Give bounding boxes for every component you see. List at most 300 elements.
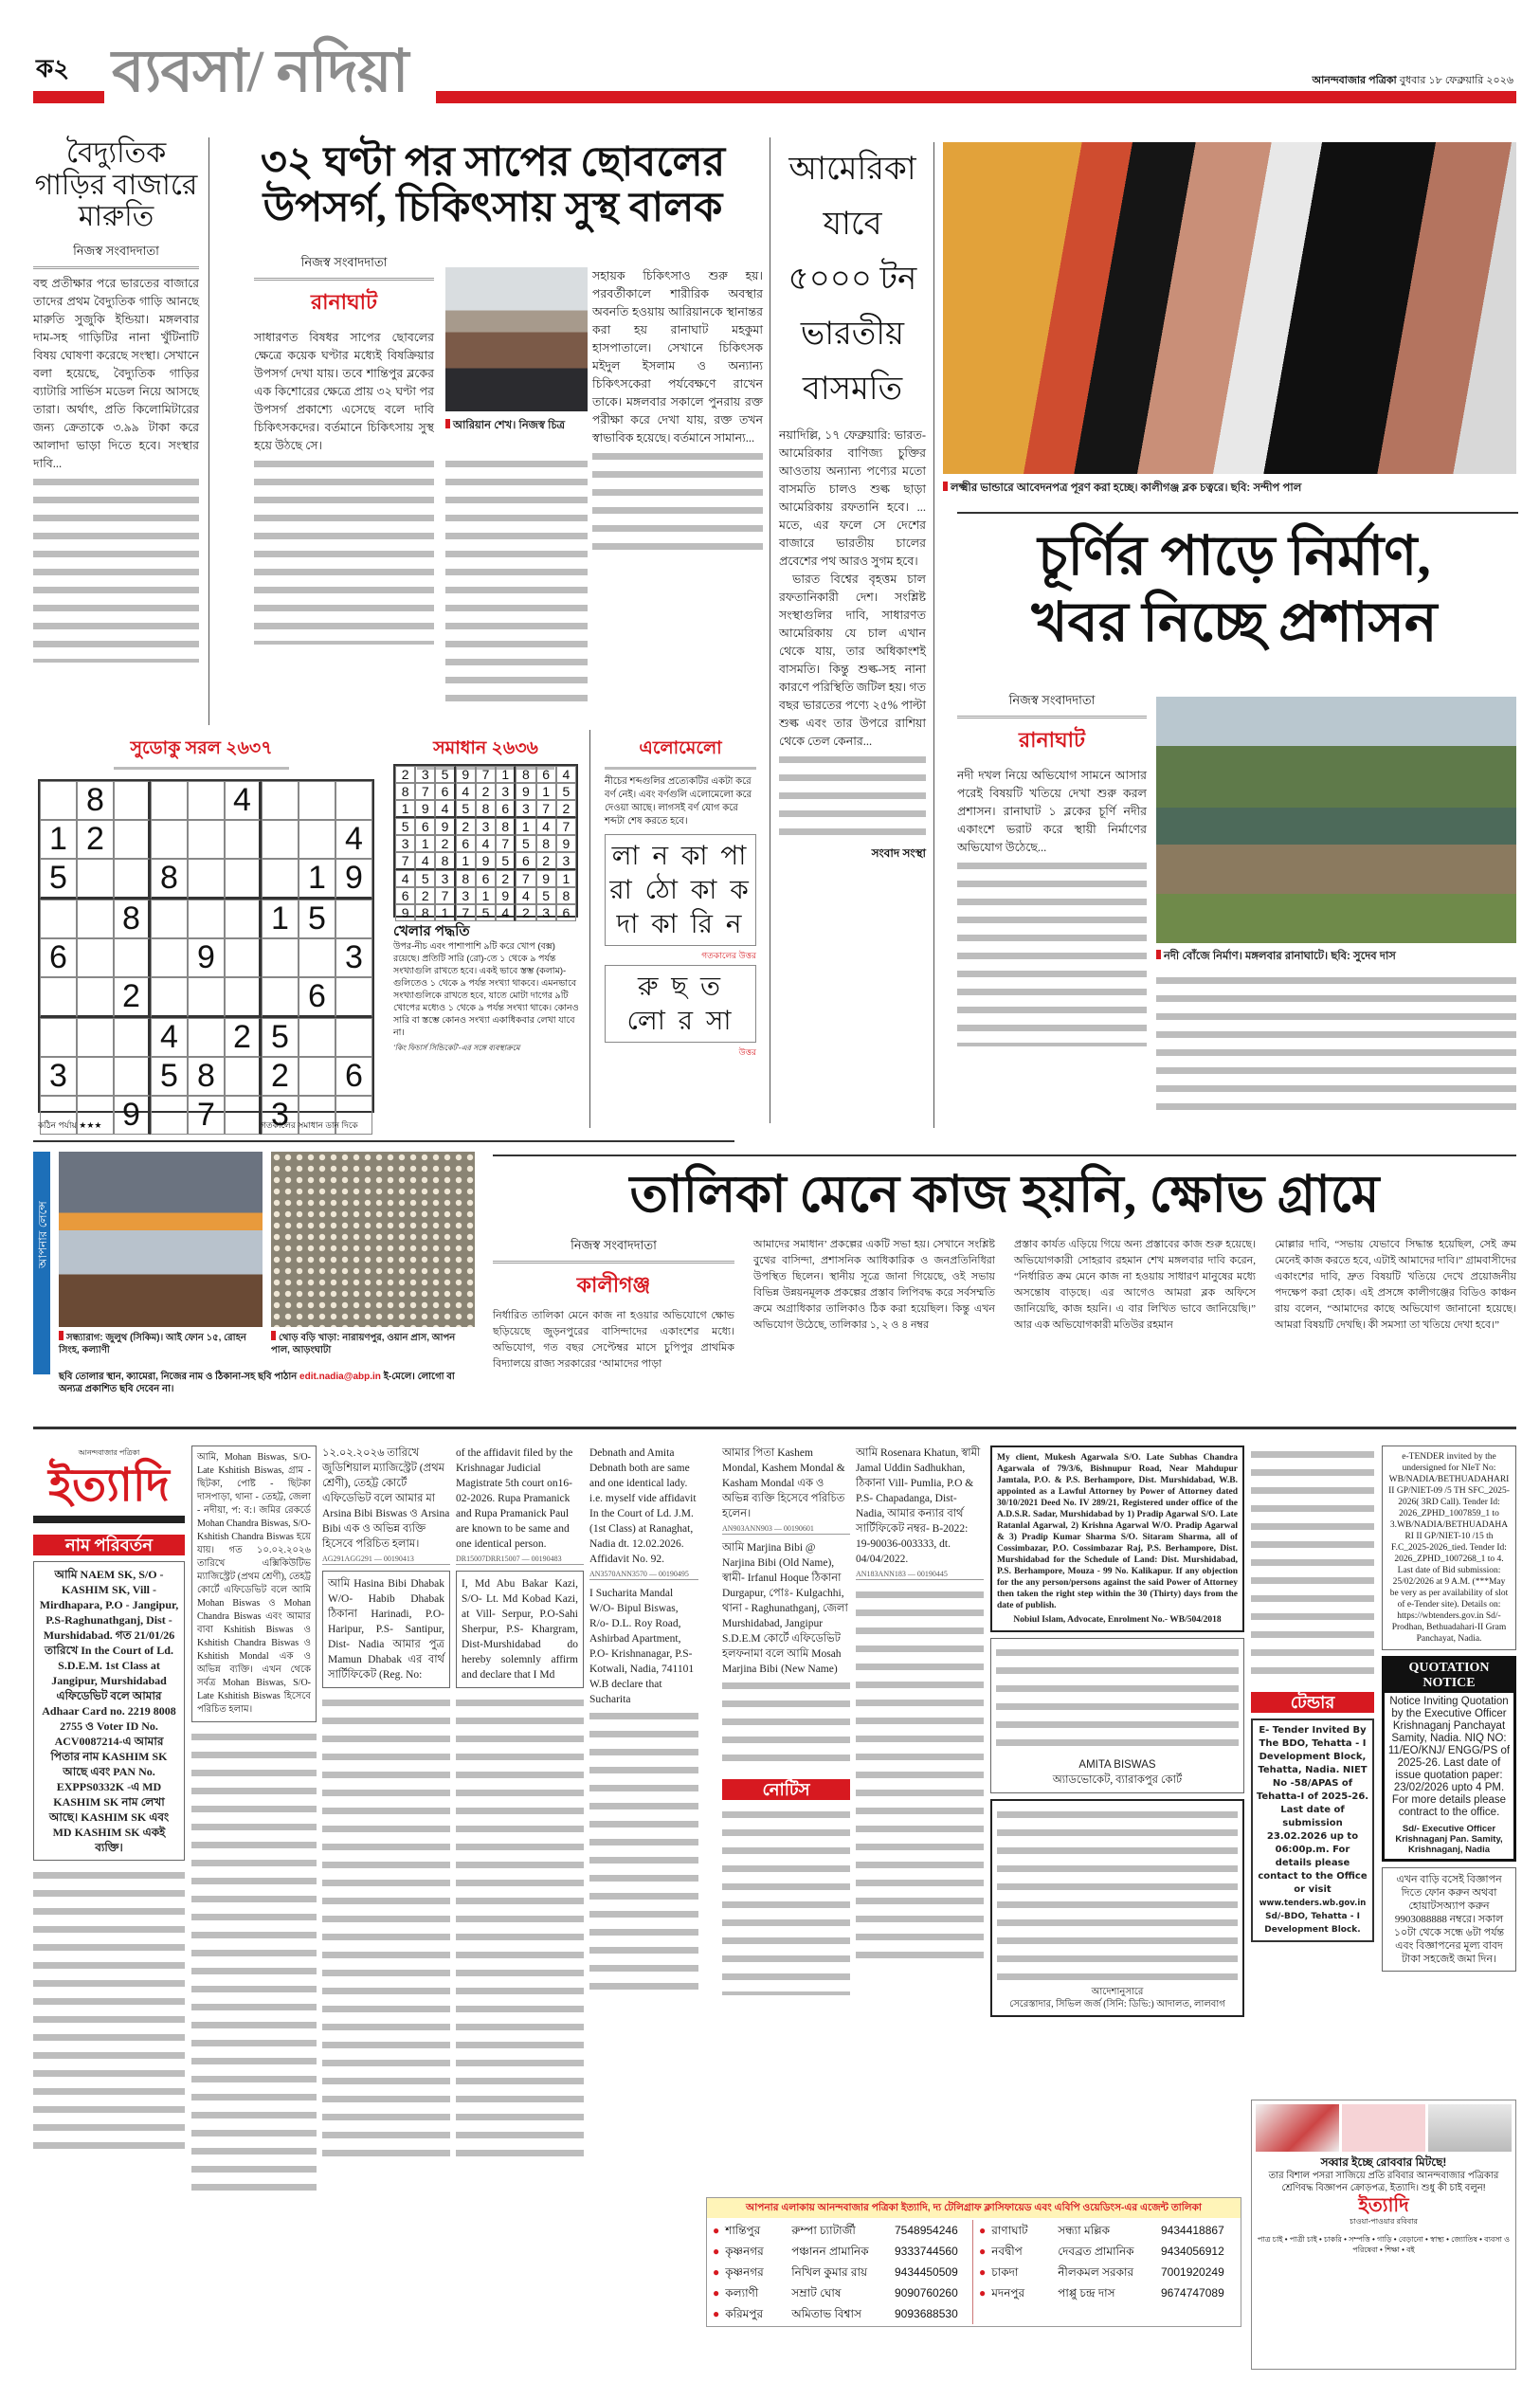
syndicate-credit: ‘কিং ফিচার্স সিন্ডিকেট’-এর সঙ্গে ব্যবস্থাক্রমে <box>393 1044 520 1052</box>
date: বুধবার ১৮ ফেব্রুয়ারি ২০২৬ <box>1399 75 1513 86</box>
sudoku-cell[interactable]: 2 <box>225 1018 262 1057</box>
tender-sign: Sd/-BDO, Tehatta - I Development Block. <box>1264 1912 1361 1935</box>
agent-place: নবদ্বীপ <box>991 2245 1023 2258</box>
notice-code: AN183ANN183 — 00190445 <box>856 1569 984 1580</box>
solution-cell: 9 <box>536 870 556 887</box>
sudoku-cell[interactable] <box>77 977 114 1018</box>
sudoku-cell[interactable]: 8 <box>114 900 151 938</box>
solution-cell: 2 <box>536 852 556 870</box>
agent-phone: 9674747089 <box>1161 2286 1224 2300</box>
sudoku-cell[interactable] <box>188 820 225 859</box>
sudoku-cell[interactable] <box>299 938 335 977</box>
solution-cell: 3 <box>556 852 576 870</box>
sudoku-cell[interactable] <box>335 781 372 820</box>
sudoku-cell[interactable] <box>77 1018 114 1057</box>
sudoku-cell[interactable] <box>40 781 77 820</box>
snake-place: রানাঘাট <box>311 290 377 314</box>
sudoku-cell[interactable] <box>299 820 335 859</box>
notice: of the affidavit filed by the Krishnagar Judicial Magistrate 5th court on16-02-2026. Rupa Pramanick and Rupa Pramanick Paul are known to be same and one identical person. <box>456 1447 573 1550</box>
notice: আমি Rosenara Khatun, স্বামী Jamal Uddin Sadhukhan, ঠিকানা Vill- Pumlia, P.O & P.S- Chapadanga, Dist- Nadia, আমার কন্যার বার্থ সার্টিফিকেট নম্বর- B-2022: 19-90036-003333, dt. 04/04/2022. <box>856 1447 981 1565</box>
talika-body-2: আমাদের সমাধান’ প্রকল্পের একটি সভা হয়। সেখানে সংশ্লিষ্ট বুথের বাসিন্দা, প্রশাসনিক আধিকারিক ও জনপ্রতিনিধিরা উপস্থিত ছিলেন। স্থানীয় সূত্রে জানা গিয়েছে, ওই সভায় বিভিন্ন উন্নয়নমূলক প্রকল্পের প্রস্তাব লিপিবদ্ধ করে সর্বসম্মতি ক্রমে অগ্রাধিকার তালিকাও ঠিক করা হয়েছিল। কিন্তু এখন অভিযোগ উঠেছে, তালিকার ১, ২ ও ৪ নম্বর <box>753 1239 995 1331</box>
sudoku-cell[interactable]: 5 <box>262 1018 299 1057</box>
solution-cell: 5 <box>415 870 435 887</box>
notice-more <box>1251 1446 1374 1682</box>
elomelo <box>605 735 756 1058</box>
sudoku-title: সুডোকু সরল ২৬৩৭ <box>114 735 289 770</box>
lens-instruction-end: ই-মেলে। লোগো বা অন্যত্র প্রকাশিত ছবি দেবেন না। <box>59 1372 455 1394</box>
ev-article <box>33 137 199 663</box>
solution-cell: 6 <box>516 852 535 870</box>
sudoku-cell[interactable] <box>188 781 225 820</box>
sudoku-cell[interactable] <box>114 1018 151 1057</box>
sudoku-cell[interactable]: 2 <box>262 1057 299 1096</box>
header-bar-left <box>33 91 104 103</box>
sudoku-cell[interactable] <box>225 1057 262 1096</box>
sudoku-cell[interactable]: 2 <box>77 820 114 859</box>
sudoku-cell[interactable]: 9 <box>335 859 372 900</box>
churni-cols-below <box>1156 972 1516 1114</box>
sudoku-cell[interactable]: 5 <box>299 900 335 938</box>
snake-headline-line2: উপসর্গ, চিকিৎসায় সুস্থ বালক <box>263 186 723 231</box>
notice: Debnath and Amita Debnath both are same and one identical lady. i.e. myself vide affidavit In the Court of Ld. J.M. (1st Class) at Ranaghat, Nadia dt. 12.02.2026. Affidavit No. 92. <box>589 1447 697 1565</box>
etender-text: e-TENDER invited by the undersigned for NIeT No: WB/NADIA/BETHUADAHARI II GP/NIET-09 /5 TH SFC_2025-2026( 3RD Call). Tender Id: 2026_ZPHD_1007859_1 to 3.WB/NADIA/BETHUADAHARI II GP/NIET-10 /15 th F.C_2025-2026_tied. Tender Id: 2026_ZPHD_1007268_1 to 4. Last date of Bid submission: 25/02/2026 at 9 A.M. (***May be very as per availability of slot of e-Tender site). Details on: https://wbtenders.gov.in Sd/- Prodhan, Bethuadahari-II Gram Panchayat, Nadia. <box>1388 1452 1510 1644</box>
talika-col1 <box>493 1237 734 1373</box>
sudoku-cell[interactable] <box>188 977 225 1018</box>
ityadi-tag: আনন্দবাজার পত্রিকা <box>78 1448 140 1457</box>
agent-name: সম্রাট ঘোষ <box>791 2286 842 2300</box>
elomelo-row: দা কা রি ন <box>616 909 745 938</box>
solution-cell: 7 <box>496 835 516 852</box>
sudoku-cell[interactable]: 7 <box>188 1096 225 1135</box>
sudoku-cell[interactable] <box>188 859 225 900</box>
tender-url[interactable]: www.tenders.wb.gov.in <box>1259 1899 1367 1908</box>
solution-cell: 7 <box>435 887 455 904</box>
sudoku-cell[interactable] <box>262 938 299 977</box>
notice: আমার পিতা Kashem Mondal, Kashem Mondal & Kasham Mondal এক ও অভিন্ন ব্যক্তি হিসেবে পরিচিত হলেন। <box>722 1447 845 1519</box>
sudoku-cell[interactable] <box>262 977 299 1018</box>
sudoku-cell[interactable] <box>299 1057 335 1096</box>
boy-photo-caption: আরিয়ান শেখ। নিজস্ব চিত্র <box>445 417 588 435</box>
classified-col-8 <box>990 1446 1244 2023</box>
snake-col2 <box>445 455 588 711</box>
classified-col-3 <box>322 1446 450 2168</box>
notice-code: AN903ANN903 — 00190601 <box>722 1523 850 1535</box>
agent-phone: 9434450509 <box>895 2265 958 2279</box>
sudoku-cell[interactable] <box>225 938 262 977</box>
sudoku-cell[interactable] <box>77 938 114 977</box>
promo-ad <box>1251 2100 1516 2370</box>
paper-name: আনন্দবাজার পত্রিকা <box>1312 75 1397 86</box>
sudoku-cell[interactable] <box>114 820 151 859</box>
sudoku-cell[interactable]: 4 <box>151 1018 188 1057</box>
sudoku-cell[interactable] <box>225 859 262 900</box>
solution-cell: 6 <box>456 835 476 852</box>
agent-name: পাপ্পু চন্দ্র দাস <box>1058 2286 1115 2300</box>
solution-cell: 9 <box>516 783 535 800</box>
solution-cell: 6 <box>476 870 496 887</box>
lens-email-link[interactable]: edit.nadia@abp.in <box>299 1372 381 1382</box>
elomelo-answer-label-2: উত্তর <box>738 1047 756 1057</box>
sudoku-cell[interactable]: 5 <box>40 859 77 900</box>
promo-image <box>1342 2104 1425 2152</box>
sudoku-cell[interactable] <box>299 781 335 820</box>
agent-table <box>706 2197 1241 2327</box>
etender-notice <box>1382 1446 1516 1650</box>
notice: আমি Marjina Bibi @ Narjina Bibi (Old Name), স্বামী- Irfanul Hoque ঠিকানা Durgapur, পোঃ- Kulgachhi, থানা - Raghunathganj, জেলা Murshidabad, Jangipur S.D.E.M কোর্টে এফিডেভিট হলফনামা বলে আমি Mosah Marjina Bibi (New Name) <box>722 1542 848 1675</box>
ev-body: বহু প্রতীক্ষার পরে ভারতের বাজারে তাদের প্রথম বৈদ্যুতিক গাড়ি আনছে মারুতি সুজুকি ইন্ডিয়া। মঙ্গলবার দাম-সহ গাড়িটির নানা খুঁটিনাটি বিষয় ঘোষণা করেছে সংস্থা। সেখানে বলা হয়েছে, বৈদ্যুতিক গাড়ির ব্যাটারি সার্ভিস মডেল নিয়ে আসছে তারা। অর্থাৎ, প্রতি কিলোমিটারের জন্য ক্রেতাকে ৩.৯৯ টাকা করে আলাদা ভাড়া দিতে হবে। সংস্থার দাবি... <box>33 276 199 470</box>
rice-body-2: ভারত বিশ্বের বৃহত্তম চাল রফতানিকারী দেশ। সংশ্লিষ্ট সংস্থাগুলির দাবি, সাধারণত আমেরিকায় যে চাল এখান থেকে যায়, তার অধিকাংশই বাসমতি। কিন্তু শুল্ক-সহ নানা কারণে পরিস্থিতি জটিল হয়। গত বছর ভারতের পণ্যে ২৫% পাল্টা শুল্ক এবং তার উপরে রাশিয়া থেকে তেল কেনার... <box>779 573 926 748</box>
notice-more <box>722 1806 850 1995</box>
lens-caption-1: সন্ধ্যারাগ: জুলুথ (সিকিম)। আই ফোন ১৫, রোহন সিংহ, কল্যাণী <box>59 1331 263 1356</box>
solution-cell: 6 <box>415 818 435 835</box>
churni-body: নদী দখল নিয়ে অভিযোগ সামনে আসার পরেই বিষয়টি খতিয়ে দেখা শুরু করল প্রশাসন। রানাঘাট ১ ব্লকের চূর্ণি নদীর একাংশে ভরাট করে স্থায়ী নির্মাণের অভিযোগ উঠেছে... <box>957 769 1147 854</box>
rice-body: নয়াদিল্লি, ১৭ ফেব্রুয়ারি: ভারত-আমেরিকার বাণিজ্য চুক্তির আওতায় অন্যান্য পণ্যের মতো বাসমতি চালও শুল্ক ছাড়া আমেরিকায় রফতানি হবে। ... মতে, এর ফলে সে দেশের বাজারে ভারতীয় চালের প্রবেশের পথ আরও সুগম হবে। <box>779 428 926 568</box>
sudoku-cell[interactable] <box>77 900 114 938</box>
solution-cell: 1 <box>476 887 496 904</box>
solution-cell: 8 <box>476 800 496 818</box>
agent-place: কৃষ্ণনগর <box>725 2245 764 2258</box>
solution-cell: 4 <box>435 800 455 818</box>
talika-headline: তালিকা মেনে কাজ হয়নি, ক্ষোভ গ্রামে <box>629 1166 1380 1223</box>
sudoku-cell[interactable]: 1 <box>262 900 299 938</box>
agent-name: দেবব্রত প্রামানিক <box>1058 2245 1134 2258</box>
lens-label: আপনার লেন্সে <box>36 1201 49 1268</box>
quotation-notice <box>1382 1656 1516 1862</box>
churni-photo <box>1156 697 1516 943</box>
notice-more <box>856 1586 984 1965</box>
churni-place: রানাঘাট <box>1019 728 1085 752</box>
top-photo-caption: লক্ষ্মীর ভান্ডারে আবেদনপত্র পূরণ করা হচ্ছে। কালীগঞ্জ ব্লক চত্বরে। ছবি: সন্দীপ পাল <box>943 480 1516 498</box>
classified-col-7 <box>856 1446 984 1965</box>
solution-cell: 9 <box>415 800 435 818</box>
ev-byline: নিজস্ব সংবাদদাতা <box>33 243 199 269</box>
sudoku-cell[interactable] <box>114 1057 151 1096</box>
elomelo-box-2 <box>605 965 756 1043</box>
solution-cell: 2 <box>496 870 516 887</box>
agent-phone: 7001920249 <box>1161 2265 1224 2279</box>
sudoku-cell[interactable] <box>335 900 372 938</box>
sudoku-cell[interactable] <box>40 900 77 938</box>
agent-phone: 9093688530 <box>895 2307 958 2320</box>
agent-name: নীলকমল সরকার <box>1058 2265 1134 2279</box>
churni-headline-line2: খবর নিচ্ছে প্রশাসন <box>1031 591 1438 653</box>
sudoku-cell[interactable]: 1 <box>299 859 335 900</box>
solution-cell: 3 <box>516 800 535 818</box>
snake-body-2 <box>445 455 588 711</box>
solution-cell: 8 <box>395 783 415 800</box>
agent-row <box>713 2262 969 2282</box>
classified-col-10 <box>1382 1446 1516 1977</box>
solution-cell: 7 <box>536 800 556 818</box>
solution-grid <box>393 764 578 918</box>
sudoku-cell[interactable] <box>151 820 188 859</box>
tender-text: E- Tender Invited By The BDO, Tehatta - I Development Block, Tehatta, Nadia. NIET No -58/APAS of Tehatta-I of 2025-26. Last date of submission 23.02.2026 up to 06:00p.m. For details please contact to the Office or visit <box>1256 1725 1369 1895</box>
solution-cell: 5 <box>435 766 455 783</box>
sudoku-cell[interactable]: 8 <box>188 1057 225 1096</box>
solution-cell: 3 <box>456 887 476 904</box>
quotation-text: Notice Inviting Quotation by the Executive Officer Krishnaganj Panchayat Samity, Nadia. NIQ NO: 11/EO/KNJ/ ENGG/PS of 2025-26. Last date of issue quotation paper: 23/02/2026 upto 4 PM. For more details please contract to the office. <box>1387 1696 1511 1818</box>
promo-tag: চাওয়া-পাওয়ার রবিবার <box>1350 2217 1418 2226</box>
solution-cell: 1 <box>556 870 576 887</box>
sudoku-cell[interactable] <box>225 977 262 1018</box>
agent-row <box>979 2241 1235 2262</box>
sudoku-cell[interactable] <box>151 977 188 1018</box>
solution-cell: 7 <box>456 904 476 921</box>
court-notice <box>990 1799 1244 2017</box>
solution-cell: 2 <box>415 887 435 904</box>
classified-col-5 <box>589 1446 698 1991</box>
notice-more <box>322 1694 450 2168</box>
ev-headline: বৈদ্যুতিক গাড়ির বাজারে মারুতি <box>34 137 198 233</box>
lens-caption-2: থোড় বড়ি খাড়া: নারায়ণপুর, ওয়ান প্রাস, আপন পাল, আড়ংঘাটা <box>271 1331 475 1356</box>
solution-cell: 4 <box>536 818 556 835</box>
solution-cell: 1 <box>415 835 435 852</box>
solution-cell: 4 <box>516 887 535 904</box>
solution-cell: 3 <box>496 783 516 800</box>
ev-body-cont <box>33 473 199 663</box>
sudoku-cell[interactable] <box>151 1096 188 1135</box>
sudoku-cell[interactable] <box>262 820 299 859</box>
sudoku-cell[interactable] <box>114 781 151 820</box>
sudoku-cell[interactable]: 3 <box>40 1057 77 1096</box>
snake-body-1: সাধারণত বিষধর সাপের ছোবলের ক্ষেত্রে কয়েক ঘণ্টার মধ্যেই বিষক্রিয়ার উপসর্গ দেখা যায়। তবে শান্তিপুর ব্লকের এক কিশোরের ক্ষেত্রে প্রায় ৩২ ঘণ্টা পর উপসর্গ প্রকাশ্যে এসেছে বলে দাবি চিকিৎসকদের। বর্তমানে চিকিৎসায় সুস্থ হয়ে উঠছে সে। <box>254 331 434 452</box>
solution-cell: 2 <box>476 783 496 800</box>
notice-code: AG291AGG291 — 00190413 <box>322 1554 450 1565</box>
snake-body-3: সহায়ক চিকিৎসাও শুরু হয়। পরবর্তীকালে শারীরিক অবস্থার অবনতি হওয়ায় আরিয়ানকে স্থানান্তর করা হয় রানাঘাট মহকুমা হাসপাতালে। সেখানে চিকিৎসক মইদুল ইসলাম ও অন্যান্য চিকিৎসকেরা পর্যবেক্ষণে রাখেন তাকে। মঙ্গলবার সকালে পুনরায় রক্ত পরীক্ষা করে দেখা যায়, রক্ত তখন স্বাভাবিক হয়েছে। বর্তমানে সামান্য... <box>592 269 763 445</box>
elomelo-answer-label: গতকালের উত্তর <box>701 951 756 960</box>
sudoku-cell[interactable]: 9 <box>188 938 225 977</box>
rules-title: খেলার পদ্ধতি <box>393 923 470 939</box>
solution-cell: 2 <box>516 904 535 921</box>
bullet-icon: ● <box>979 2286 987 2300</box>
solution-cell: 7 <box>516 870 535 887</box>
classified-col-9 <box>1251 1446 1374 1948</box>
solution-cell: 8 <box>415 904 435 921</box>
promo-text: তার বিশাল পসরা সাজিয়ে প্রতি রবিবার আনন্দবাজার পত্রিকার শ্রেণিবদ্ধ বিজ্ঞাপন ক্রোড়পত্র, ইত্যাদি। শুধু কী চাই বলুন! <box>1268 2171 1499 2193</box>
agent-place: চাকদা <box>991 2265 1019 2279</box>
solution-cell: 2 <box>456 818 476 835</box>
solution-cell: 1 <box>435 904 455 921</box>
notice-more <box>33 1866 185 2151</box>
solution-cell: 8 <box>435 852 455 870</box>
notice: ১২.০২.২০২৬ তারিখে জুডিশিয়াল ম্যাজিস্ট্রেট (প্রথম শ্রেণী), তেহট্ট কোর্টে এফিডেভিট বলে আমার মা Arsina Bibi Biswas ও Arsina Bibi এক ও অভিন্ন ব্যক্তি হিসেবে পরিচিত হলাম। <box>322 1447 450 1550</box>
sudoku-cell[interactable] <box>77 1057 114 1096</box>
sudoku-cell[interactable] <box>114 859 151 900</box>
solution-cell: 9 <box>456 766 476 783</box>
rules-text: উপর-নীচ এবং পাশাপাশি ৯টি করে খোপ (বক্স) রয়েছে। প্রতিটি সারি (রো)-তে ১ থেকে ৯ পর্যন্ত সংখ্যাগুলি রাখতে হবে। একই ভাবে স্তম্ভ (কলাম)-গুলিতেও ১ থেকে ৯ পর্যন্ত সংখ্যা থাকবে। এমনভাবে সংখ্যাগুলিকে রাখতে হবে, যাতে মোটা দাগের ৯টি খোপের মধ্যেও ১ থেকে ৯ পর্যন্ত সংখ্যা থাকে। কোনও সারি বা স্তম্ভে কোনও সংখ্যা একাধিকবার লেখা যাবে না। <box>393 941 579 1038</box>
bullet-icon: ● <box>713 2307 720 2320</box>
churni-photo-caption: নদী বোঁজে নির্মাণ। মঙ্গলবার রানাঘাটে। ছবি: সুদেব দাস <box>1156 948 1516 966</box>
rice-body-cont <box>779 751 926 846</box>
agent-name: অমিতাভ বিশ্বাস <box>791 2307 861 2320</box>
snake-headline <box>223 140 763 231</box>
solution-cell: 2 <box>556 800 576 818</box>
promo-image <box>1428 2104 1512 2152</box>
solution-cell: 5 <box>456 800 476 818</box>
bori-photo <box>271 1152 475 1327</box>
home-ad: এখন বাড়ি বসেই বিজ্ঞাপন দিতে ফোন করুন অথবা হোয়াটসঅ্যাপ করুন 9903088888 নম্বরে। সকাল ১০টা থেকে সন্ধে ৬টা পর্যন্ত এবং বিজ্ঞাপনের মূল্য বাবদ টাকা সহজেই জমা দিন। <box>1382 1867 1516 1972</box>
sudoku-cell[interactable]: 6 <box>40 938 77 977</box>
quotation-sign: Sd/- Executive Officer Krishnaganj Pan. Samity, Krishnaganj, Nadia <box>1395 1824 1503 1855</box>
sudoku-cell[interactable] <box>188 1018 225 1057</box>
rules <box>393 923 581 1053</box>
solution-cell: 6 <box>536 766 556 783</box>
sudoku-cell[interactable] <box>335 1018 372 1057</box>
sudoku-cell[interactable] <box>151 781 188 820</box>
page-number: ক২ <box>36 54 70 82</box>
sudoku-cell[interactable] <box>262 781 299 820</box>
snake-col3 <box>592 267 763 561</box>
promo-logo: ইত্যাদি <box>1358 2195 1409 2216</box>
agent-place: রাণাঘাট <box>991 2224 1028 2237</box>
agent-name: রুম্পা চ্যাটার্জী <box>791 2224 856 2237</box>
sudoku-cell[interactable] <box>40 1018 77 1057</box>
snake-col1 <box>254 254 434 645</box>
agent-row <box>713 2220 969 2241</box>
agent-phone: 9333744560 <box>895 2245 958 2258</box>
lens-label-bar <box>33 1152 50 1374</box>
solution-cell: 6 <box>395 887 415 904</box>
bullet-icon: ● <box>713 2286 720 2300</box>
agent-row <box>979 2282 1235 2303</box>
poa-notice <box>990 1446 1244 1632</box>
solution-cell: 8 <box>536 835 556 852</box>
sudoku-cell[interactable] <box>151 900 188 938</box>
sudoku-cell[interactable]: 9 <box>114 1096 151 1135</box>
agent-place: মদনপুর <box>991 2286 1025 2300</box>
notice-more <box>191 1728 317 2202</box>
sudoku-cell[interactable] <box>225 820 262 859</box>
solution-cell: 9 <box>435 818 455 835</box>
sudoku-cell[interactable] <box>77 859 114 900</box>
sudoku-cell[interactable]: 3 <box>335 938 372 977</box>
solution-title: সমাধান ২৬৩৬ <box>417 735 554 770</box>
sudoku-cell[interactable]: 8 <box>151 859 188 900</box>
sudoku-cell[interactable]: 6 <box>335 1057 372 1096</box>
solution-cell: 7 <box>395 852 415 870</box>
solution-cell: 4 <box>496 904 516 921</box>
notice-more <box>722 1677 850 1772</box>
agent-row <box>713 2303 969 2324</box>
court-notice-text <box>997 1806 1238 1986</box>
snake-body-1-cont <box>254 455 434 645</box>
classified-col-2 <box>191 1446 317 2202</box>
solution-cell: 5 <box>556 783 576 800</box>
snake-headline-line1: ৩২ ঘণ্টা পর সাপের ছোবলের <box>260 140 726 185</box>
sudoku-cell[interactable] <box>262 859 299 900</box>
sunset-photo <box>59 1152 263 1327</box>
rice-headline: আমেরিকা যাবে ৫০০০ টন ভারতীয় বাসমতি <box>788 152 917 407</box>
notice: আমি Hasina Bibi Dhabak W/O- Habib Dhabak ঠিকানা Harinadi, P.O- Haripur, P.S- Santipur, Dist- Nadia আমার পুত্র Mamun Dhabak এর বার্থ সার্টিফিকেট (Reg. No: <box>322 1571 450 1688</box>
amita-name: AMITA BISWAS <box>1078 1759 1156 1771</box>
notice: আমি, Mohan Biswas, S/O- Late Kshitish Biswas, গ্রাম - ছিটকা, পোষ্ট - ছিটকা দাসপাড়া, থানা - তেহট্ট, জেলা - নদীয়া, প: ব:। জমির রেকর্ডে Mohan Chandra Biswas, S/O- Kshitish Chandra Biswas হয়ে যায়। গত ১০.০২.২০২৬ তারিখে এক্সিকিউটিভ ম্যাজিস্ট্রেট (প্রথম শ্রেণী), তেহট্ট কোর্টে এফিডেভিট বলে আমি Mohan Biswas ও Mohan Chandra Biswas এবং আমার বাবা Kshitish Biswas ও Kshitish Chandra Biswas ও Kshitish Mondal এক ও অভিন্ন ব্যক্তি। এখন থেকে সর্বত্র Mohan Biswas, S/O- Late Kshitish Biswas হিসেবে পরিচিত হলাম। <box>191 1446 317 1722</box>
solution-cell: 4 <box>415 852 435 870</box>
sudoku-cell[interactable]: 3 <box>262 1096 299 1135</box>
sudoku-cell[interactable] <box>114 938 151 977</box>
name-change-header: নাম পরিবর্তন <box>33 1535 185 1555</box>
lens-instruction-text: ছবি তোলার স্থান, ক্যামেরা, নিজের নাম ও ঠিকানা-সহ ছবি পাঠান <box>59 1372 298 1382</box>
sudoku-cell[interactable] <box>188 900 225 938</box>
quotation-header: QUOTATION NOTICE <box>1385 1659 1513 1693</box>
solution-cell: 8 <box>456 870 476 887</box>
talika-byline: নিজস্ব সংবাদদাতা <box>493 1237 734 1264</box>
solution-cell: 5 <box>536 887 556 904</box>
rice-signoff: সংবাদ সংস্থা <box>871 846 926 860</box>
solution-cell: 1 <box>536 783 556 800</box>
solution-cell: 4 <box>456 783 476 800</box>
classified-col-1 <box>33 1446 185 2151</box>
notice-code: DR15007DRR15007 — 00190483 <box>456 1554 584 1565</box>
sudoku-cell[interactable]: 5 <box>151 1057 188 1096</box>
sudoku-cell[interactable]: 8 <box>77 781 114 820</box>
bullet-icon: ● <box>713 2265 720 2279</box>
sudoku-cell[interactable] <box>40 977 77 1018</box>
promo-image <box>1256 2104 1339 2152</box>
rice-article <box>779 142 926 864</box>
solution-cell: 5 <box>395 818 415 835</box>
talika-body-1: নির্ধারিত তালিকা মেনে কাজ না হওয়ার অভিযোগে ক্ষোভ ছড়িয়েছে জুড়নপুরের বাসিন্দাদের একাংশের মধ্যে। অভিযোগ, গত বছর সেপ্টেম্বর মাসে চুপিপুর প্রাথমিক বিদ্যালয়ে রাজ্য সরকারের ‘আমাদের পাড়া <box>493 1310 734 1370</box>
solution-cell: 2 <box>435 835 455 852</box>
elomelo-row: রু ছ ত <box>637 972 724 1001</box>
bullet-icon: ● <box>713 2245 720 2258</box>
sudoku-solution-note: গতকালের সমাধান ডান দিকে <box>261 1120 358 1130</box>
agent-phone: 9090760260 <box>895 2286 958 2300</box>
solution-cell: 6 <box>496 800 516 818</box>
elomelo-row: লা ন কা পা <box>611 841 750 870</box>
agent-table-title: আপনার এলাকায় আনন্দবাজার পত্রিকা ইত্যাদি, দ্য টেলিগ্রাফ ক্লাসিফায়েড এবং এবিপি ওয়েডিংস-এর এজেন্ট তালিকা <box>707 2198 1241 2218</box>
snake-body-3-cont <box>592 447 763 561</box>
solution-cell: 3 <box>536 904 556 921</box>
agent-name: সন্ধ্যা মল্লিক <box>1058 2224 1111 2237</box>
classified-col-4 <box>456 1446 584 2168</box>
poa-notice-text: My client, Mukesh Agarwala S/O. Late Subhas Chandra Agarwala of 79/3/6, Bishnupur Road, Near Mahdupur Jamtala, P.O. & P.S. Berhampore, Dist. Murshidabad, W.B. appointed as a Lawful Attorney by Power of Attorney dated 30/10/2021 Deed No. IV 289/21, Registered under office of the A.D.S.R. Sadar, Murshidabad by 1) Pradip Agarwal S/O. Late Ratanlal Agarwal, 2) Krishna Agarwal W/O. Pradip Agarwal & 3) Pradip Kumar Sharma S/O. Sitaram Sharma, all of Cossimbazar, P.O. Cossimbazar Raj, P.S. Berhampore, Dist. Murshidabad for the Schedule of Land: Dist. Murshidabad, P.S. Berhampore, Mouza - 99 No. Kalikapur. If any objection for the any person/persons against the said Power of Attorney then taken the right step within the 30 (Thirty) days from the date of publish. <box>997 1453 1238 1610</box>
solution-cell: 8 <box>496 818 516 835</box>
sudoku-cell[interactable] <box>225 900 262 938</box>
sudoku-cell[interactable] <box>151 938 188 977</box>
sudoku-cell[interactable]: 4 <box>225 781 262 820</box>
agent-place: করিমপুর <box>725 2307 764 2320</box>
sudoku-cell[interactable]: 6 <box>299 977 335 1018</box>
agent-row <box>979 2220 1235 2241</box>
agent-row <box>979 2262 1235 2282</box>
agent-place: শান্তিপুর <box>725 2224 761 2237</box>
sudoku-cell[interactable]: 1 <box>40 820 77 859</box>
agents-right <box>973 2220 1235 2324</box>
notice-more <box>456 1694 584 2168</box>
bullet-icon: ● <box>713 2224 720 2237</box>
sudoku-cell[interactable] <box>299 1018 335 1057</box>
sudoku-cell[interactable] <box>335 977 372 1018</box>
dateline <box>1312 72 1513 90</box>
sudoku-cell[interactable]: 2 <box>114 977 151 1018</box>
sudoku-cell[interactable]: 4 <box>335 820 372 859</box>
sudoku-cell[interactable] <box>225 1096 262 1135</box>
solution-cell: 2 <box>395 766 415 783</box>
bullet-icon: ● <box>979 2245 987 2258</box>
solution-cell: 5 <box>476 904 496 921</box>
talika-body-3: প্রস্তাব কার্যত এড়িয়ে গিয়ে অন্য প্রস্তাবের কাজ শুরু হয়েছে। অভিযোগকারী সোহরাব রহমান শেখ মঙ্গলবার দাবি করেন, “নির্ধারিত ক্রম মেনে কাজ না হওয়ায় সাধারণ মানুষের মধ্যে অসন্তোষ বাড়ছে। এর আগেও আমরা ব্লক অফিসে জানিয়েছি, কাজ হয়নি। এ বার লিখিত ভাবে জানিয়েছি।” আর এক অভিযোগকারী মতিউর রহমান <box>1014 1239 1256 1331</box>
solution-cell: 1 <box>496 766 516 783</box>
classified-col-6 <box>722 1446 850 1995</box>
agent-name: নিখিল কুমার রায় <box>791 2265 868 2279</box>
solution-cell: 4 <box>395 870 415 887</box>
agent-phone: 7548954246 <box>895 2224 958 2237</box>
section-title: ব্যবসা/ নদিয়া <box>112 40 408 104</box>
solution-cell: 3 <box>476 818 496 835</box>
notice-header: নোটিস <box>722 1779 850 1800</box>
poa-notice-sign: Nobiul Islam, Advocate, Enrolment No.- WB/504/2018 <box>1013 1615 1222 1625</box>
ityadi-logo: ইত্যাদি <box>33 1461 185 1523</box>
